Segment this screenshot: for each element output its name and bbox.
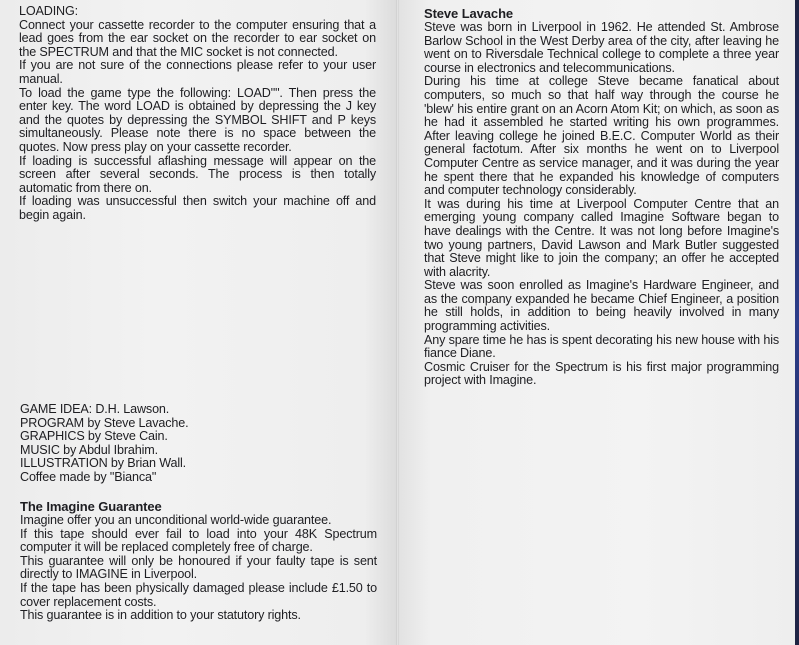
guarantee-paragraph: This guarantee is in addition to your statutory rights.: [20, 608, 301, 623]
bio-heading: Steve Lavache: [424, 6, 514, 21]
bio-paragraph: Steve was born in Liverpool in 1962. He attended St. Ambrose Barlow School in the West Derby area of the city, after leaving he went on to Riversdale Technical college to complete a three year course in electronics and telecommunications.: [424, 20, 779, 75]
bio-paragraph: Any spare time he has is spent decorating his new house with his fiance Diane.: [424, 332, 779, 361]
loading-paragraph: To load the game type the following: LOAD"". Then press the enter key. The word LOAD is obtained by depressing the J key and the quotes by depressing the SYMBOL SHIFT and P keys simultaneously. Please note there is no space between the quotes. Now press play on your cassette recorder.: [19, 85, 376, 154]
loading-paragraph: If loading was unsuccessful then switch your machine off and begin again.: [19, 194, 376, 222]
author-biography: [424, 6, 779, 388]
loading-paragraph: If loading is successful aflashing message will appear on the screen after several seconds. The process is then totally automatic from there on.: [19, 153, 376, 195]
loading-instructions: [19, 5, 376, 223]
credit-line: GAME IDEA: D.H. Lawson.: [20, 402, 170, 416]
bio-paragraph: Steve was soon enrolled as Imagine's Hardware Engineer, and as the company expanded he became Chief Engineer, a position he still holds, in addition to being heavily involved in many programming activities.: [424, 278, 779, 334]
guarantee-paragraph: This guarantee will only be honoured if your faulty tape is sent directly to IMAGINE in Liverpool.: [20, 553, 377, 582]
guarantee-heading: The Imagine Guarantee: [20, 499, 162, 514]
credit-line: PROGRAM by Steve Lavache.: [20, 415, 189, 430]
credit-line: GRAPHICS by Steve Cain.: [20, 429, 168, 444]
loading-paragraph: If you are not sure of the connections please refer to your user manual.: [19, 58, 376, 86]
cover-edge: [795, 0, 799, 645]
left-page: [0, 0, 396, 645]
credit-line: MUSIC by Abdul Ibrahim.: [20, 442, 158, 457]
guarantee-paragraph: If this tape should ever fail to load into your 48K Spectrum computer it will be replaced completely free of charge.: [20, 526, 377, 555]
guarantee-section: [20, 499, 377, 623]
bio-paragraph: It was during his time at Liverpool Computer Centre that an emerging young company called Imagine Software began to have dealings with the Centre. It was not long before Imagine's two young partners, David Lawson and Mark Butler suggested that Steve might like to join the company; an offer he accepted with alacrity.: [424, 196, 779, 279]
guarantee-paragraph: Imagine offer you an unconditional world-wide guarantee.: [20, 513, 332, 527]
loading-paragraph: Connect your cassette recorder to the computer ensuring that a lead goes from the ear socket on the recorder to ear socket on the SPECTRUM and that the MIC socket is not connected.: [19, 17, 376, 59]
bio-paragraph: During his time at college Steve became fanatical about computers, so much so that half way through the course he 'blew' his entire grant on an Acorn Atom Kit; on which, as soon as he had it assembled he started writing his own programmes. After leaving college he joined B.E.C. Computer World as their general factotum. After six months he went on to Liverpool Computer Centre as service manager, and it was during the year he spent there that he expanded his knowledge of computers and computer technology considerably.: [424, 74, 779, 198]
credit-line: ILLUSTRATION by Brian Wall.: [20, 456, 187, 471]
guarantee-paragraph: If the tape has been physically damaged please include £1.50 to cover replacement costs.: [20, 580, 377, 609]
right-page: [399, 0, 799, 645]
credit-line: Coffee made by "Bianca": [20, 469, 157, 484]
bio-paragraph: Cosmic Cruiser for the Spectrum is his first major programming project with Imagine.: [424, 359, 779, 388]
loading-heading: LOADING:: [19, 4, 78, 18]
credits-list: [20, 403, 377, 485]
